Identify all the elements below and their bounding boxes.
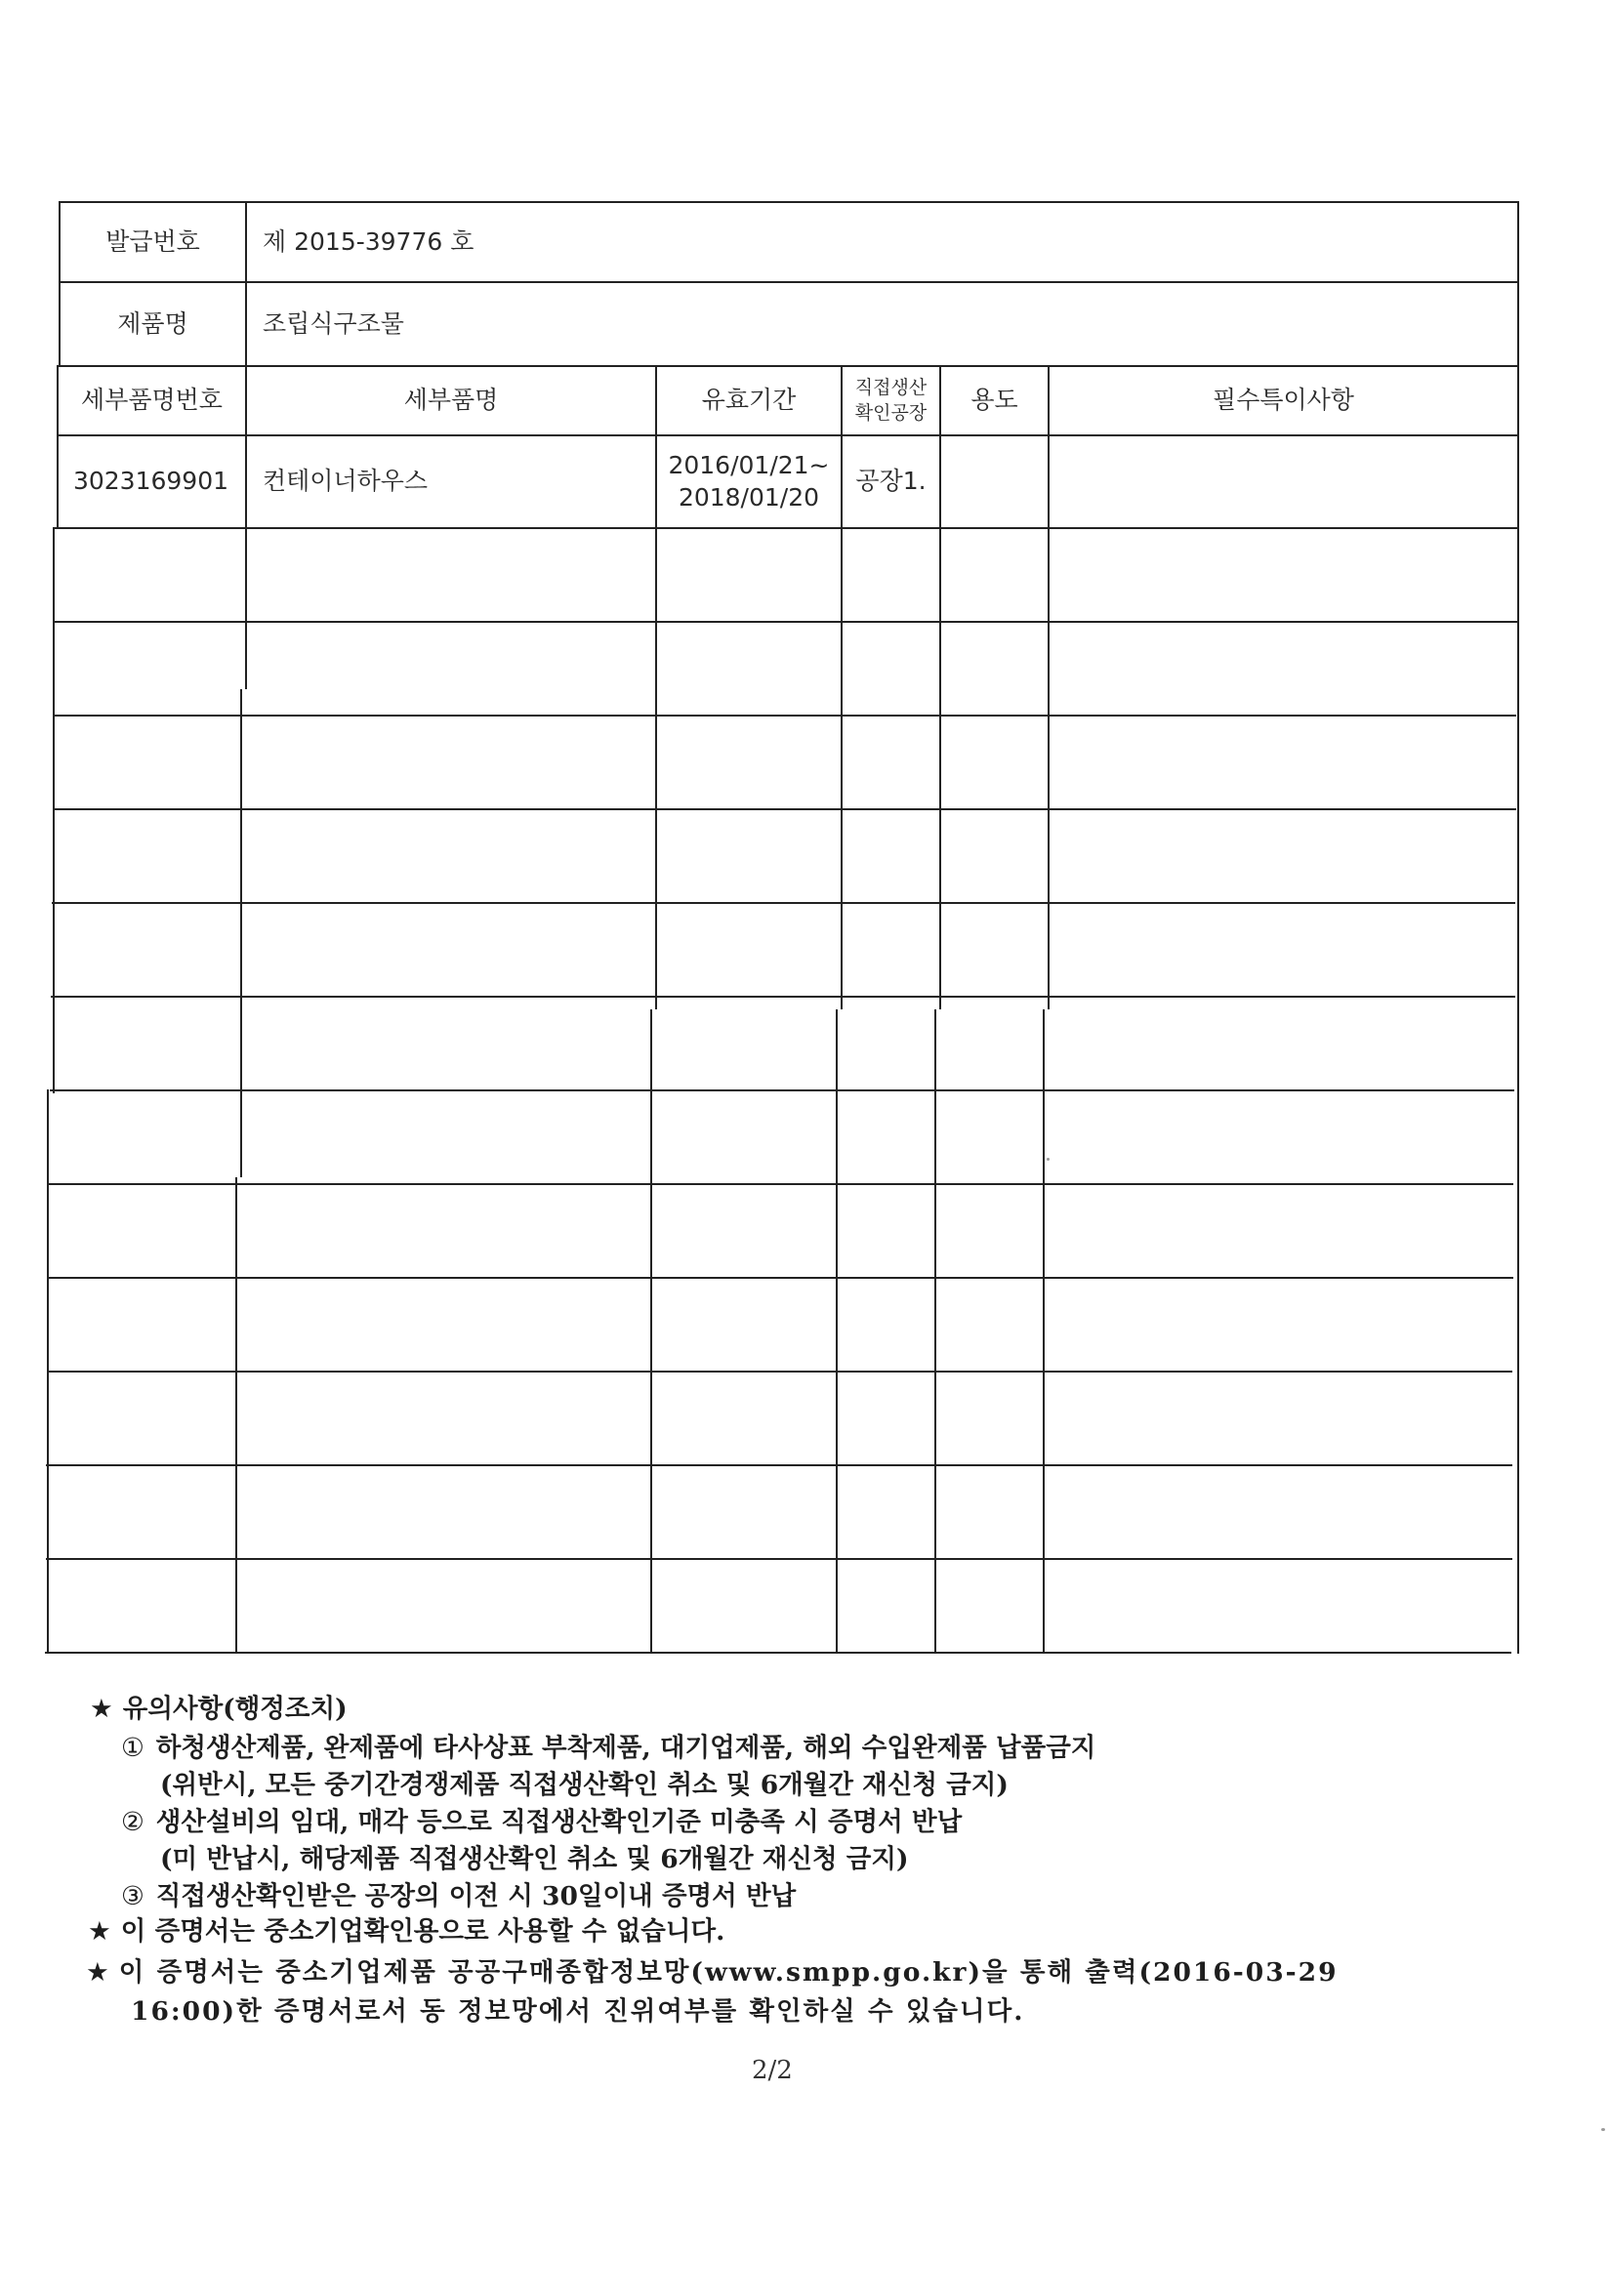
row-divider (52, 902, 1515, 904)
issue-number-value: 제 2015-39776 호 (263, 226, 474, 256)
notes-warning-2: ★ 이 증명서는 중소기업제품 공공구매종합정보망(www.smpp.go.kr)을 통해 출력(2016-03-29 (86, 1957, 1339, 1988)
scan-speck (1601, 2128, 1605, 2131)
table-row-code: 3023169901 (72, 467, 229, 496)
header-special-notes: 필수특이사항 (1213, 386, 1354, 415)
table-border-bottom (45, 1652, 1511, 1654)
col-divider (235, 1177, 237, 1654)
header-valid-period: 유효기간 (701, 386, 797, 415)
col-divider (1043, 1009, 1045, 1654)
table-row-usage (941, 436, 1048, 527)
row-divider (49, 1183, 1513, 1185)
table-row-period: 2016/01/21~ 2018/01/20 (668, 451, 830, 512)
notes-title: ★ 유의사항(행정조치) (90, 1694, 348, 1724)
notes-item-3: ③ 직접생산확인받은 공장의 이전 시 30일이내 증명서 반납 (121, 1881, 797, 1911)
row-divider (55, 621, 1517, 623)
star-icon: ★ (90, 1694, 113, 1724)
header-detail-code: 세부품명번호 (81, 386, 223, 415)
notes-warning-1: ★ 이 증명서는 중소기업확인용으로 사용할 수 없습니다. (88, 1916, 725, 1947)
star-icon: ★ (88, 1916, 111, 1947)
notes-item-1-sub: (위반시, 모든 중기간경쟁제품 직접생산확인 취소 및 6개월간 재신청 금지) (160, 1770, 1009, 1800)
row-divider (48, 1277, 1513, 1279)
header-usage: 용도 (970, 386, 1018, 415)
circled-two-icon: ② (121, 1807, 144, 1837)
row-divider (46, 1558, 1512, 1560)
page-number: 2/2 (752, 2056, 793, 2085)
issue-number-label: 발급번호 (105, 226, 200, 256)
circled-one-icon: ① (121, 1733, 144, 1763)
row-divider (46, 1464, 1512, 1466)
table-border-left (47, 1089, 49, 1654)
row-divider (51, 996, 1515, 998)
col-divider (650, 1009, 652, 1654)
table-border-right (1517, 201, 1519, 1654)
table-row-name: 컨테이너하우스 (263, 467, 429, 496)
circled-three-icon: ③ (121, 1881, 144, 1911)
col-divider (836, 1009, 838, 1654)
scan-speck (1047, 1158, 1050, 1161)
table-row-note (1050, 436, 1517, 527)
header-factory: 직접생산 확인공장 (854, 376, 928, 424)
product-name-value: 조립식구조물 (263, 308, 404, 338)
row-divider (54, 715, 1516, 717)
col-divider (240, 689, 242, 1177)
row-divider (55, 527, 1517, 529)
product-name-label: 제품명 (117, 308, 188, 338)
row-divider (50, 1089, 1514, 1091)
table-border-left (53, 527, 55, 1093)
notes-item-1: ① 하청생산제품, 완제품에 타사상표 부착제품, 대기업제품, 해외 수입완제품 납품금지 (121, 1733, 1096, 1763)
row-divider (47, 1371, 1512, 1373)
notes-warning-2-cont: 16:00)한 증명서로서 동 정보망에서 진위여부를 확인하실 수 있습니다. (131, 1996, 1025, 2027)
col-divider (934, 1009, 936, 1654)
row-divider (53, 808, 1516, 810)
table-row-factory: 공장1. (855, 467, 927, 496)
notes-item-2-sub: (미 반납시, 해당제품 직접생산확인 취소 및 6개월간 재신청 금지) (160, 1844, 909, 1874)
star-icon: ★ (86, 1957, 109, 1988)
notes-item-2: ② 생산설비의 임대, 매각 등으로 직접생산확인기준 미충족 시 증명서 반납 (121, 1807, 963, 1837)
header-detail-name: 세부품명 (403, 386, 499, 415)
